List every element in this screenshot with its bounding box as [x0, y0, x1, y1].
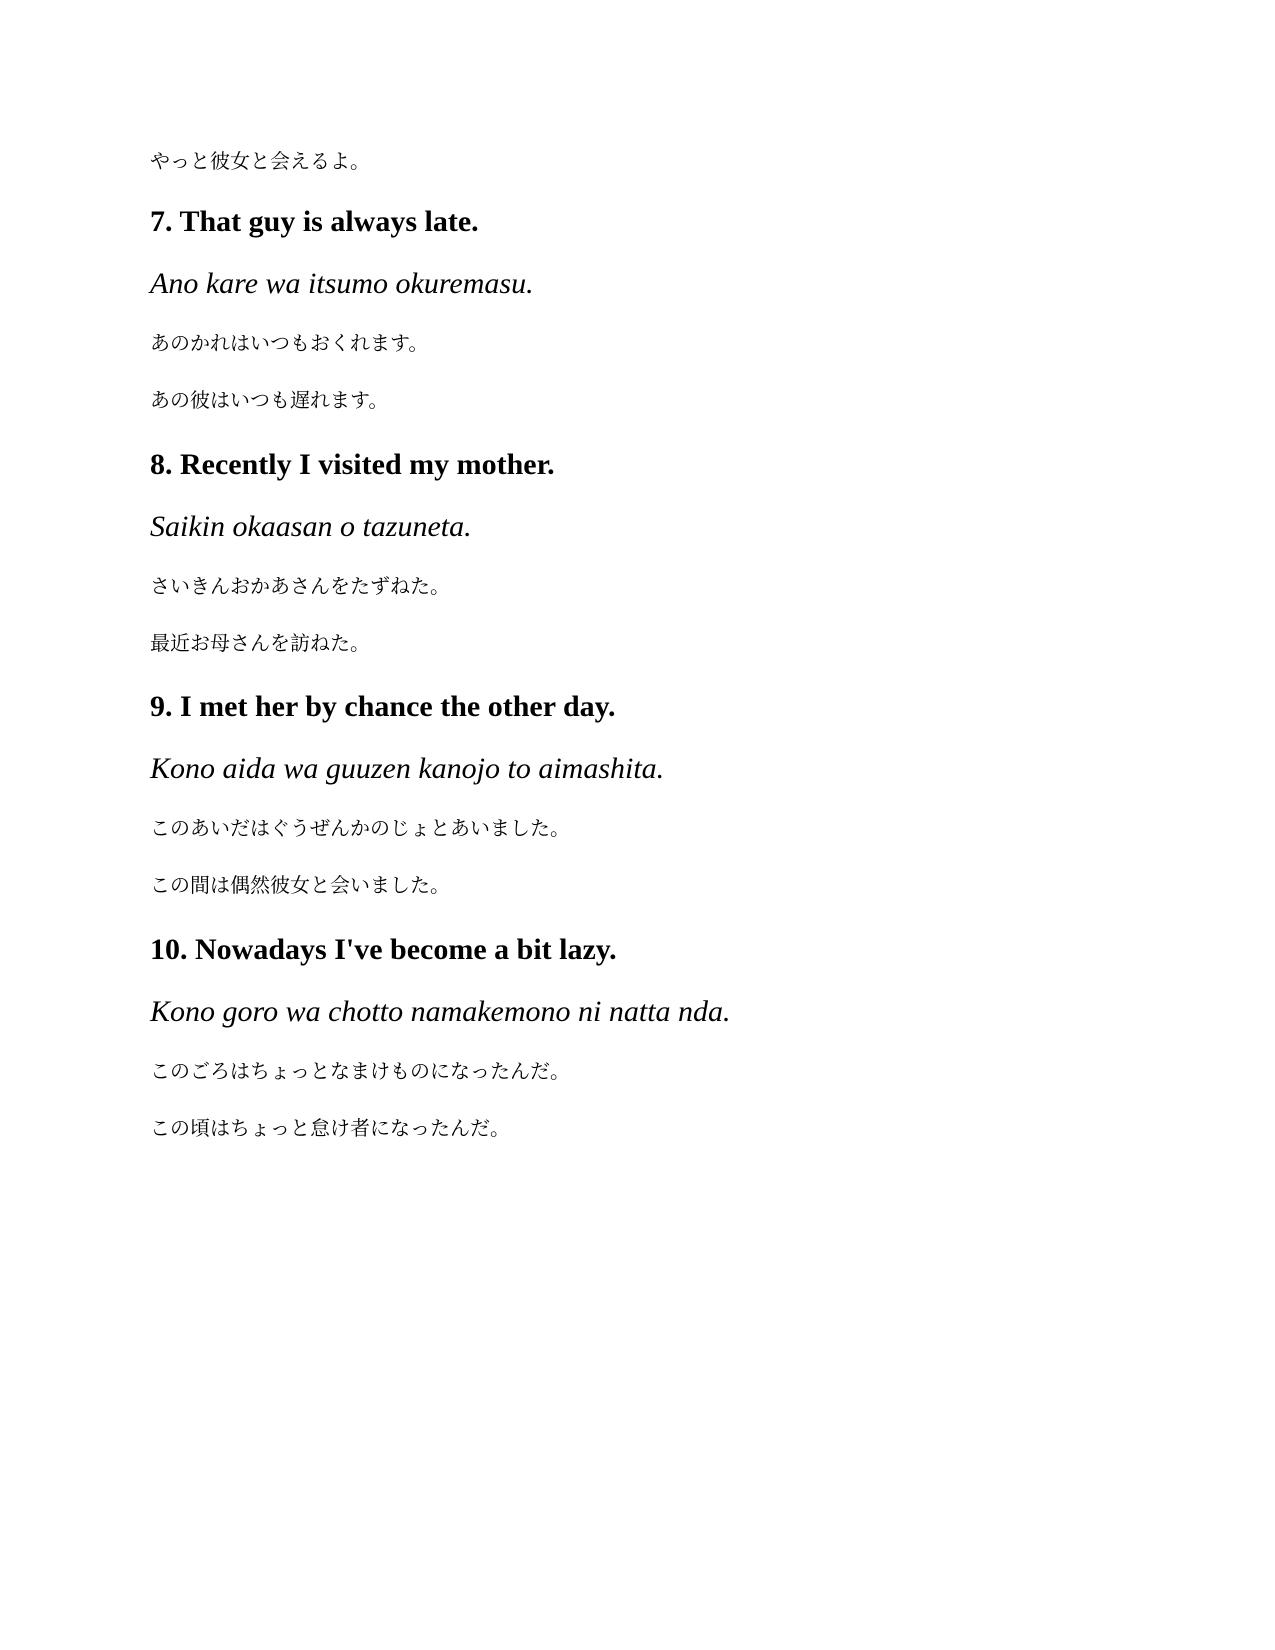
entry-10-romaji: Kono goro wa chotto namakemono ni natta nda. [150, 995, 731, 1028]
entry-9-english-heading: 9. I met her by chance the other day. [150, 690, 616, 723]
entry-10-kanji: この頃はちょっと怠け者になったんだ。 [150, 1116, 510, 1140]
entry-10-kana: このごろはちょっとなまけものになったんだ。 [150, 1059, 570, 1083]
entry-7-romaji: Ano kare wa itsumo okuremasu. [150, 267, 534, 300]
entry-7-kana: あのかれはいつもおくれます。 [150, 331, 429, 355]
entry-8-romaji: Saikin okaasan o tazuneta. [150, 510, 472, 543]
entry-8-english-heading: 8. Recently I visited my mother. [150, 448, 555, 481]
entry-8-kana: さいきんおかあさんをたずねた。 [150, 574, 450, 598]
entry-10-english-heading: 10. Nowadays I've become a bit lazy. [150, 933, 617, 966]
entry-9-kana: このあいだはぐうぜんかのじょとあいました。 [150, 816, 570, 840]
intro-kanji-line: やっと彼女と会えるよ。 [150, 149, 370, 173]
entry-9-kanji: この間は偶然彼女と会いました。 [150, 873, 450, 897]
entry-8-kanji: 最近お母さんを訪ねた。 [150, 631, 370, 655]
entry-7-kanji: あの彼はいつも遅れます。 [150, 388, 389, 412]
entry-9-romaji: Kono aida wa guuzen kanojo to aimashita. [150, 752, 665, 785]
entry-7-english-heading: 7. That guy is always late. [150, 205, 479, 238]
